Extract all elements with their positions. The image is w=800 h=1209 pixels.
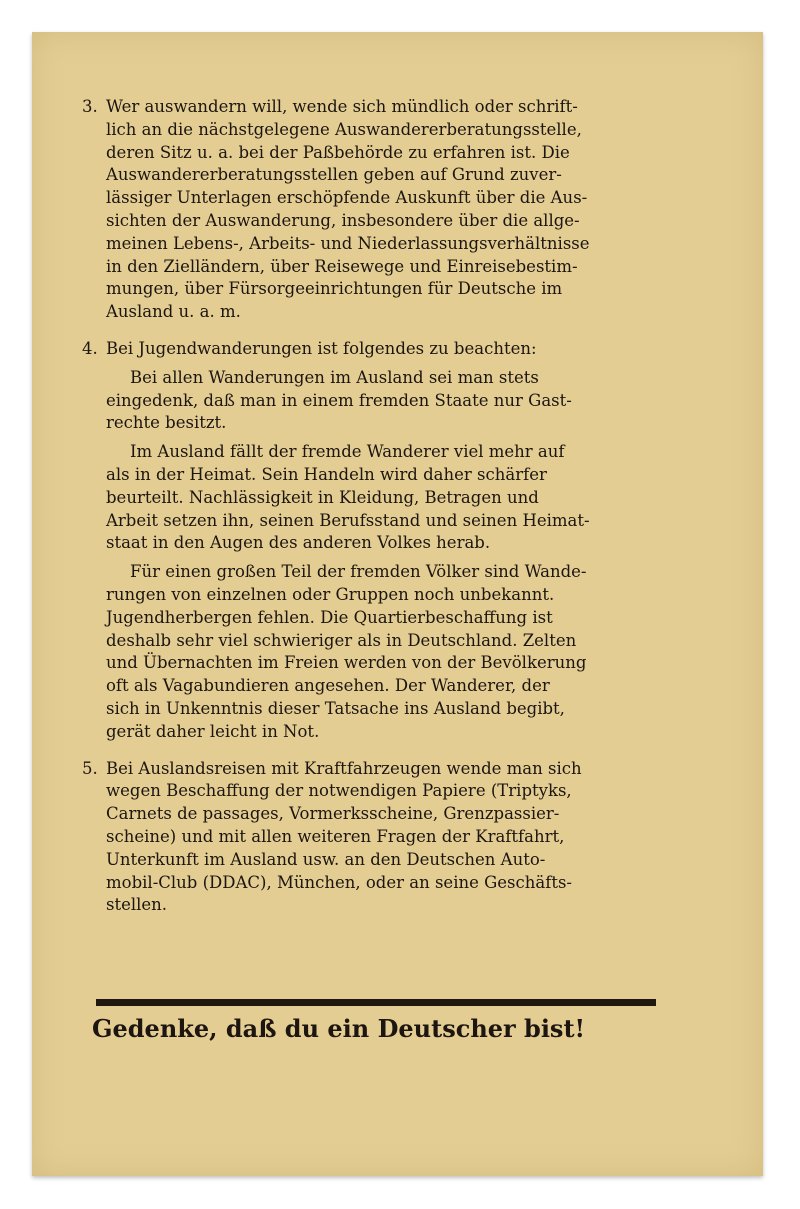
text-line: mungen, über Fürsorgeeinrichtungen für Deutsche im (106, 279, 563, 299)
text-line: als in der Heimat. Sein Handeln wird daher schärfer (106, 464, 547, 484)
text-line: Im Ausland fällt der fremde Wanderer viel mehr auf (130, 442, 565, 462)
text-line: staat in den Augen des anderen Volkes herab. (106, 533, 491, 553)
text-line: Auswandererberatungsstellen geben auf Grund zuver- (106, 165, 562, 185)
text-line: rechte besitzt. (106, 413, 227, 433)
text-line: Bei Auslandsreisen mit Kraftfahrzeugen wende man sich (106, 758, 582, 778)
text-line: mobil-Club (DDAC), München, oder an seine Geschäfts- (106, 872, 573, 892)
paragraph (106, 441, 692, 555)
text-line: Ausland u. a. m. (106, 302, 241, 322)
text-line: beurteilt. Nachlässigkeit in Kleidung, Betragen und (106, 487, 539, 507)
item-number: 5. (82, 758, 98, 778)
list-item-5 (82, 758, 692, 918)
motto: Gedenke, daß du ein Deutscher bist! (92, 1014, 586, 1043)
text-line: scheine) und mit allen weiteren Fragen der Kraftfahrt, (106, 826, 565, 846)
text-line: stellen. (106, 895, 168, 915)
text-line: meinen Lebens-, Arbeits- und Niederlassungsverhältnisse (106, 233, 590, 253)
text-line: wegen Beschaffung der notwendigen Papiere (Triptyks, (106, 781, 572, 801)
text-line: sichten der Auswanderung, insbesondere über die allge- (106, 210, 580, 230)
text-line: deren Sitz u. a. bei der Paßbehörde zu erfahren ist. Die (106, 142, 570, 162)
text-line: rungen von einzelnen oder Gruppen noch unbekannt. (106, 584, 555, 604)
text-line: lässiger Unterlagen erschöpfende Auskunft über die Aus- (106, 188, 588, 208)
text-line: deshalb sehr viel schwieriger als in Deutschland. Zelten (106, 630, 577, 650)
text-line: Arbeit setzen ihn, seinen Berufsstand und seinen Heimat- (106, 510, 590, 530)
text-line: und Übernachten im Freien werden von der Bevölkerung (106, 653, 587, 673)
text-line: Bei allen Wanderungen im Ausland sei man stets (130, 367, 539, 387)
text-line: Unterkunft im Ausland usw. an den Deutschen Auto- (106, 849, 546, 869)
text-line: Jugendherbergen fehlen. Die Quartierbeschaffung ist (106, 607, 553, 627)
text-line: Wer auswandern will, wende sich mündlich oder schrift- (106, 97, 578, 116)
item-number: 4. (82, 338, 98, 358)
list-item-4 (82, 338, 692, 744)
text-line: sich in Unkenntnis dieser Tatsache ins Ausland begibt, (106, 698, 565, 718)
paragraph (106, 561, 692, 743)
text-line: in den Zielländern, über Reisewege und Einreisebestim- (106, 256, 578, 276)
horizontal-rule (96, 999, 656, 1006)
item-heading: Bei Jugendwanderungen ist folgendes zu beachten: (106, 338, 537, 358)
printed-card (32, 32, 763, 1176)
text-line: eingedenk, daß man in einem fremden Staate nur Gast- (106, 390, 572, 410)
text-line: Für einen großen Teil der fremden Völker sind Wande- (130, 562, 587, 582)
paragraph (106, 367, 692, 435)
item-number: 3. (82, 97, 98, 116)
text-line: oft als Vagabundieren angesehen. Der Wanderer, der (106, 676, 550, 696)
text-line: gerät daher leicht in Not. (106, 721, 320, 741)
list-item-3 (82, 96, 692, 324)
text-line: lich an die nächstgelegene Auswandererberatungsstelle, (106, 119, 582, 139)
text-line: Carnets de passages, Vormerksscheine, Grenzpassier- (106, 804, 560, 824)
card-text (82, 96, 692, 917)
